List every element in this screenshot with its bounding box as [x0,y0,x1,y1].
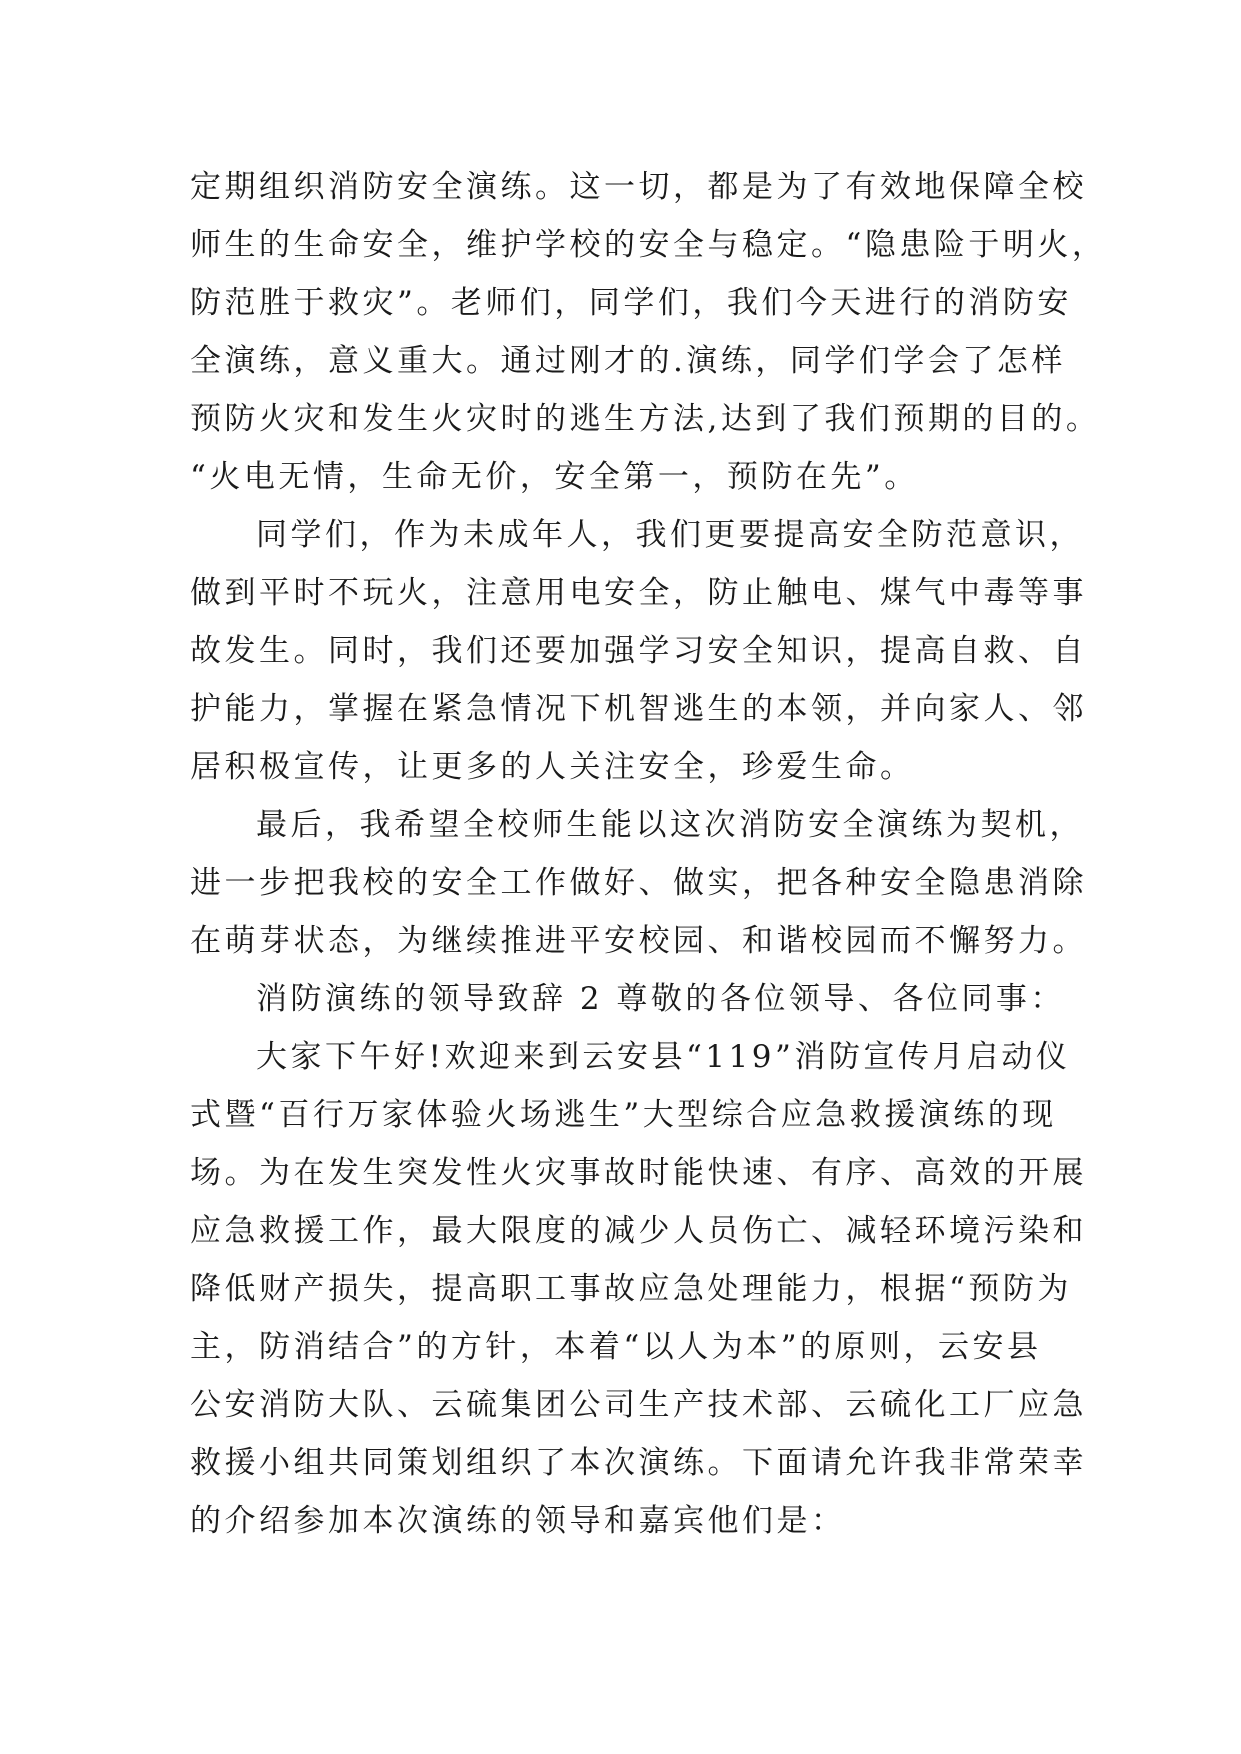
text-line: 最后，我希望全校师生能以这次消防安全演练为契机， [256,807,1084,843]
text-line: 做到平时不玩火，注意用电安全，防止触电、煤气中毒等事 [190,575,1087,611]
text-line: 场。为在发生突发性火灾事故时能快速、有序、高效的开展 [190,1155,1087,1191]
text-line: 防范胜于救灾”。老师们，同学们，我们今天进行的消防安 [190,285,1072,321]
text-line: 式暨“百行万家体验火场逃生”大型综合应急救援演练的现 [190,1097,1057,1133]
text-line: 的介绍参加本次演练的领导和嘉宾他们是： [190,1503,846,1539]
text-line: 定期组织消防安全演练。这一切，都是为了有效地保障全校 [190,169,1087,205]
text-line: 护能力，掌握在紧急情况下机智逃生的本领，并向家人、邻 [190,691,1087,727]
text-line: 师生的生命安全，维护学校的安全与稳定。“隐患险于明火， [190,227,1107,263]
text-line: 救援小组共同策划组织了本次演练。下面请允许我非常荣幸 [190,1445,1087,1481]
text-line: 在萌芽状态，为继续推进平安校园、和谐校园而不懈努力。 [190,923,1087,959]
text-line: 居积极宣传，让更多的人关注安全，珍爱生命。 [190,749,915,785]
text-line: 降低财产损失，提高职工事故应急处理能力，根据“预防为 [190,1271,1072,1307]
text-line: 同学们，作为未成年人，我们更要提高安全防范意识， [256,517,1084,553]
text-line: 故发生。同时，我们还要加强学习安全知识，提高自救、自 [190,633,1087,669]
text-line: 全演练，意义重大。通过刚才的.演练，同学们学会了怎样 [190,343,1066,379]
text-line: “火电无情，生命无价，安全第一，预防在先”。 [190,459,919,495]
document-body-text [190,158,1107,1550]
text-line: 消防演练的领导致辞 2 尊敬的各位领导、各位同事： [256,981,1065,1017]
text-line: 预防火灾和发生火灾时的逃生方法,达到了我们预期的目的。 [190,401,1101,437]
text-line: 大家下午好!欢迎来到云安县“119”消防宣传月启动仪 [256,1039,1071,1075]
text-line: 主，防消结合”的方针，本着“以人为本”的原则，云安县 [190,1329,1042,1365]
text-line: 进一步把我校的安全工作做好、做实，把各种安全隐患消除 [190,865,1087,901]
text-line: 应急救援工作，最大限度的减少人员伤亡、减轻环境污染和 [190,1213,1087,1249]
text-line: 公安消防大队、云硫集团公司生产技术部、云硫化工厂应急 [190,1387,1087,1423]
